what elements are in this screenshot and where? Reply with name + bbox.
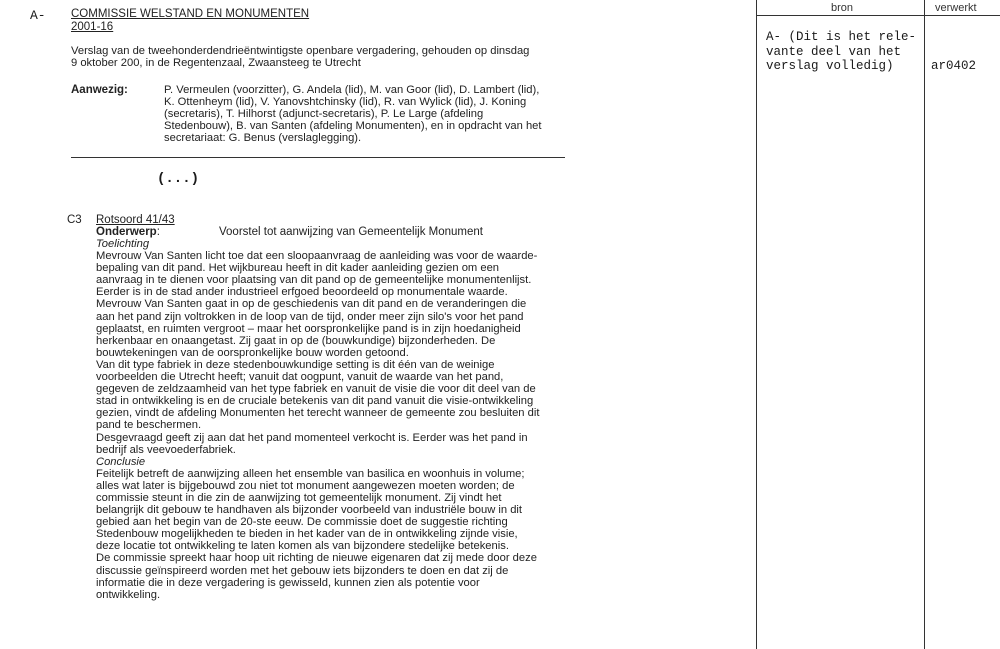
toelichting-heading: Toelichting: [96, 238, 150, 250]
margin-mark: A-: [30, 8, 46, 23]
verwerkt-header: verwerkt: [935, 2, 977, 14]
body-line: Mevrouw Van Santen gaat in op de geschiedenis van dit pand en de veranderingen die: [96, 298, 527, 311]
conclusie-heading: Conclusie: [96, 455, 146, 468]
body-line: gezien, vindt de afdeling Monumenten het terecht wanneer de gemeente zou besluiten dit: [96, 407, 540, 420]
body-line: stad in ontwikkeling is en de cruciale betekenis van dit pand vanuit die visie-ontwikkeling: [96, 395, 534, 408]
bron-column-border: [756, 0, 757, 649]
body-line: discussie geïnspireerd worden met het gebouw iets bijzonders te doen en dat zij de: [96, 564, 509, 577]
body-line: aan het pand zijn voltrokken in de loop van de tijd, onder meer zijn silo's voor het pand: [96, 310, 524, 323]
attendance-line: K. Ottenheym (lid), V. Yanovshtchinsky (lid), R. van Wylick (lid), J. Koning: [164, 96, 527, 109]
body-line: bouwtekeningen van de oorspronkelijke bouw worden getoond.: [96, 346, 409, 359]
body-line: deze locatie tot ontwikkeling te laten komen als van bijzondere stedelijke betekenis.: [96, 540, 509, 553]
body-line: bedrijf als veevoederfabriek.: [96, 443, 236, 456]
subject-text: Voorstel tot aanwijzing van Gemeentelijk Monument: [219, 226, 484, 238]
body-line: Van dit type fabriek in deze stedenbouwkundige setting is dit één van de weinige: [96, 358, 495, 371]
body-line: Mevrouw Van Santen licht toe dat een sloopaanvraag de aanleiding was voor de waarde-: [96, 250, 538, 263]
body-line: informatie die in deze vergadering is gewisseld, kunnen zien als potentie voor: [96, 576, 480, 589]
body-line: voorbeelden die Utrecht heeft; vanuit dat oogpunt, vanuit de waarde van het pand,: [96, 371, 504, 384]
committee-title: COMMISSIE WELSTAND EN MONUMENTEN: [71, 8, 310, 20]
attendance-line: Stedenbouw), B. van Santen (afdeling Monumenten), en in opdracht van het: [164, 120, 542, 133]
subject-colon: :: [156, 226, 160, 238]
attendance-line: P. Vermeulen (voorzitter), G. Andela (lid), M. van Goor (lid), D. Lambert (lid),: [164, 84, 540, 96]
body-line: alles wat later is bijgebouwd zou niet tot monument aangewezen moeten worden; de: [96, 479, 515, 492]
body-line: commissie steunt in die zin de aanwijzing tot gemeentelijk monument. Zij vindt het: [96, 491, 502, 504]
item-code: C3: [67, 214, 82, 226]
body-line: Eerder is in de stad ander industrieel erfgoed beoordeeld op monumentale waarde.: [96, 286, 508, 299]
report-year: 2001-16: [71, 21, 114, 33]
body-line: Stedenbouw mogelijkheden te bieden in het kader van de in ontwikkeling zijnde visie,: [96, 528, 518, 541]
body-line: gebied aan het begin van de 20-ste eeuw. De commissie doet de suggestie richting: [96, 516, 508, 529]
body-line: aanvraag in te dienen voor plaatsing van dit pand op de gemeentelijke monumentenlijst.: [96, 274, 532, 287]
item-body: [96, 238, 539, 601]
report-line: Verslag van de tweehonderdendrieëntwintigste openbare vergadering, gehouden op dinsdag: [71, 45, 530, 57]
bron-note-line: A- (Dit is het rele-: [766, 30, 917, 44]
body-line: ontwikkeling.: [96, 588, 161, 601]
omission-ellipsis: (...): [157, 171, 200, 187]
body-line: gegeven de zeldzaamheid van het type fabriek en vanuit de visie die voor dit deel van de: [96, 383, 536, 396]
bron-note: [766, 30, 916, 74]
column-header-rule: [756, 15, 1000, 16]
body-line: Desgevraagd geeft zij aan dat het pand momenteel verkocht is. Eerder was het pand in: [96, 431, 528, 444]
subject-label: Onderwerp: [96, 226, 157, 238]
attendance-list: [164, 84, 542, 144]
bron-note-line: vante deel van het: [766, 44, 902, 59]
section-divider: [71, 157, 565, 158]
toelichting-text: [96, 250, 539, 456]
bron-note-line: verslag volledig): [766, 59, 894, 73]
document-header: [71, 8, 309, 34]
body-line: belangrijk dit gebouw te handhaven als bijzonder voorbeeld van industriële bouw in dit: [96, 504, 523, 517]
conclusie-text: [96, 468, 539, 601]
attendance-label: Aanwezig:: [71, 84, 128, 96]
attendance-line: (secretaris), T. Hilhorst (adjunct-secretaris), P. Le Large (afdeling: [164, 108, 484, 121]
bron-header: bron: [831, 2, 854, 14]
verwerkt-column-border: [924, 0, 925, 649]
subject-row: [96, 226, 160, 238]
body-line: Feitelijk betreft de aanwijzing alleen het ensemble van basilica en woonhuis in volume;: [96, 467, 525, 480]
verwerkt-value: ar0402: [931, 59, 977, 73]
body-line: bepaling van dit pand. Het wijkbureau heeft in dit kader aanleiding gezien om een: [96, 262, 500, 275]
body-line: De commissie spreekt haar hoop uit richting de nieuwe eigenaren dat zij mede door deze: [96, 552, 537, 565]
report-intro: [71, 45, 529, 69]
item-address: Rotsoord 41/43: [96, 214, 175, 226]
body-line: pand te beschermen.: [96, 419, 202, 432]
body-line: herkenbaar en onaangetast. Zij gaat in op de (bouwkundige) bijzonderheden. De: [96, 334, 496, 347]
body-line: geplaatst, en ruimten vergroot – maar het oorspronkelijke pand is in zijn hoedanigheid: [96, 322, 521, 335]
report-line: 9 oktober 200, in de Regentenzaal, Zwaansteeg te Utrecht: [71, 57, 361, 70]
attendance-line: secretariaat: G. Benus (verslaglegging).: [164, 132, 362, 145]
